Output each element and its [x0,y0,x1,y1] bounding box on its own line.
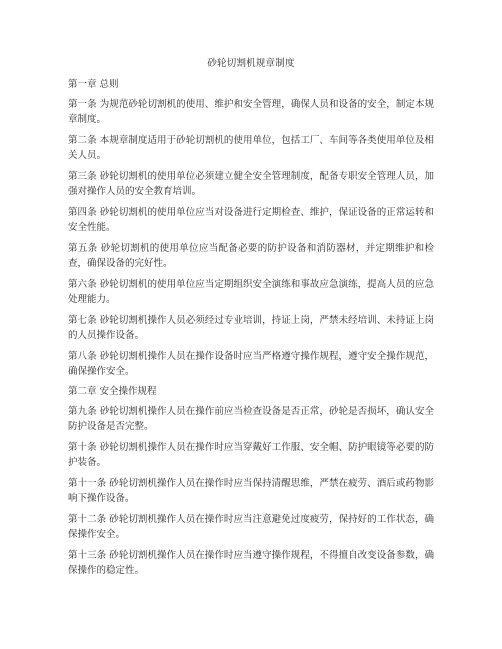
article-12: 第十二条 砂轮切割机操作人员在操作时应当注意避免过度疲劳，保持好的工作状态，确保操作安全。 [68,514,434,540]
article-1: 第一条 为规范砂轮切割机的使用、维护和安全管理，确保人员和设备的安全，制定本规章制度。 [68,99,434,125]
article-13: 第十三条 砂轮切割机操作人员在操作时应当遵守操作规程，不得擅自改变设备参数，确保操作的稳定性。 [68,550,434,576]
article-7: 第七条 砂轮切割机操作人员必须经过专业培训，持证上岗，严禁未经培训、未持证上岗的人员操作设备。 [68,315,434,341]
article-6: 第六条 砂轮切割机的使用单位应当定期组织安全演练和事故应急演练，提高人员的应急处理能力。 [68,279,434,305]
article-11: 第十一条 砂轮切割机操作人员在操作时应当保持清醒思维，严禁在疲劳、酒后或药物影响下操作设备。 [68,478,434,504]
article-5: 第五条 砂轮切割机的使用单位应当配备必要的防护设备和消防器材，并定期维护和检查，确保设备的完好性。 [68,243,434,269]
article-2: 第二条 本规章制度适用于砂轮切割机的使用单位，包括工厂、车间等各类使用单位及相关人员。 [68,135,434,161]
document-title: 砂轮切割机规章制度 [207,58,295,69]
article-8: 第八条 砂轮切割机操作人员在操作设备时应当严格遵守操作规程，遵守安全操作规范，确保操作安全。 [68,351,434,377]
article-4: 第四条 砂轮切割机的使用单位应当对设备进行定期检查、维护，保证设备的正常运转和安全性能。 [68,207,434,233]
chapter-heading-2: 第二章 安全操作规程 [68,386,157,397]
article-9: 第九条 砂轮切割机操作人员在操作前应当检查设备是否正常，砂轮是否损坏，确认安全防护设备是否完整。 [68,406,434,432]
article-10: 第十条 砂轮切割机操作人员在操作时应当穿戴好工作服、安全帽、防护眼镜等必要的防护装备。 [68,442,434,468]
article-3: 第三条 砂轮切割机的使用单位必须建立健全安全管理制度，配备专职安全管理人员，加强对操作人员的安全教育培训。 [68,171,434,197]
chapter-heading-1: 第一章 总则 [68,79,119,90]
